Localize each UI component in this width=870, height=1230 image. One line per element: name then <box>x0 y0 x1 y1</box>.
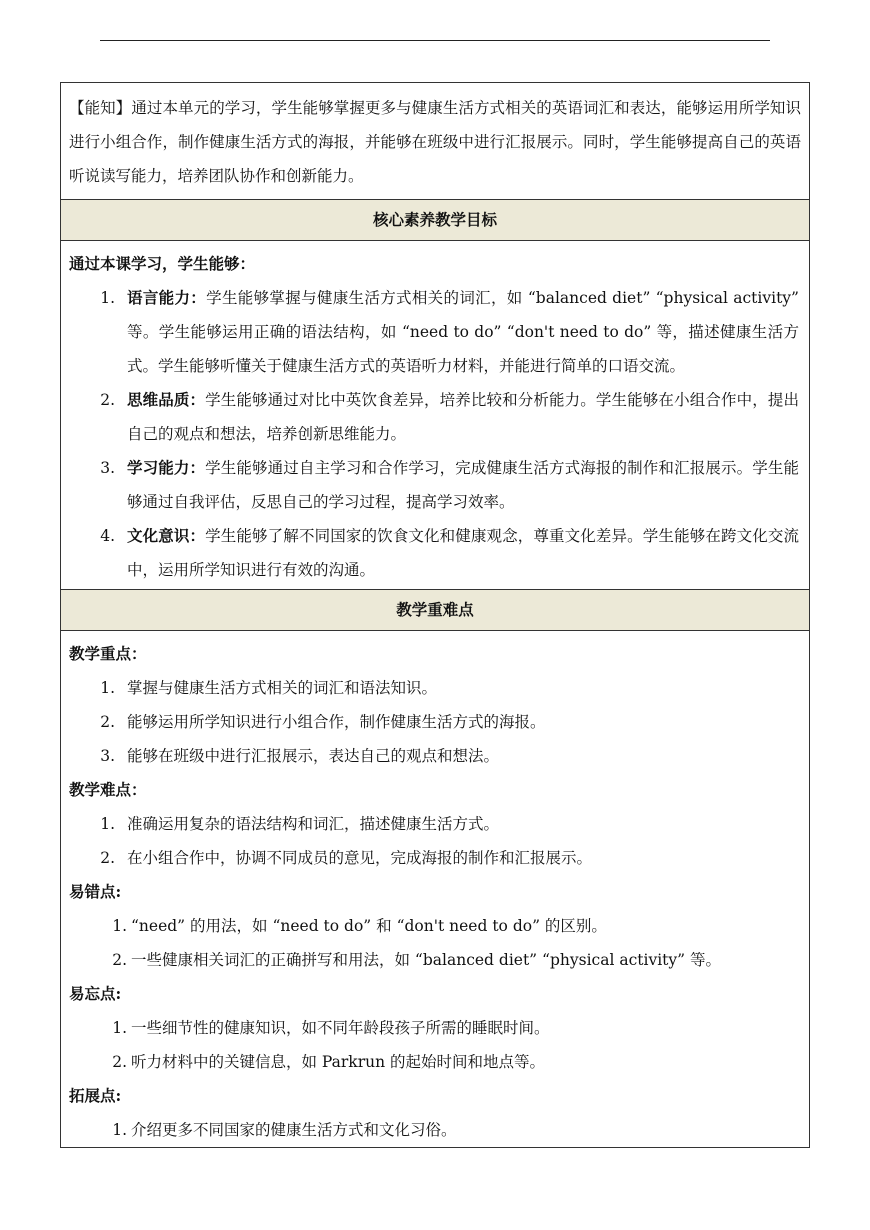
list-text: 介绍更多不同国家的健康生活方式和文化习俗。 <box>131 1121 457 1139</box>
forget-item <box>69 1011 801 1045</box>
list-number: 1. <box>100 815 115 833</box>
error-item <box>69 909 801 943</box>
list-text: 能够在班级中进行汇报展示，表达自己的观点和想法。 <box>127 747 500 765</box>
intro-label: 【能知】 <box>69 99 132 117</box>
core-item-title: 文化意识： <box>127 526 206 545</box>
list-number: 2. <box>112 951 127 969</box>
key-header: 教学重难点 <box>396 600 474 619</box>
core-item-4 <box>69 519 801 587</box>
extend-item <box>69 1113 801 1147</box>
core-item-3 <box>69 451 801 519</box>
intro-text: 通过本单元的学习，学生能够掌握更多与健康生活方式相关的英语词汇和表达，能够运用所学知识进行小组合作，制作健康生活方式的海报，并能够在班级中进行汇报展示。同时，学生能够提高自己的英语听说读写能力，培养团队协作和创新能力。 <box>69 99 801 185</box>
list-number: 1. <box>112 917 127 935</box>
core-header-cell <box>61 200 810 241</box>
core-item-text: 学生能够通过自主学习和合作学习，完成健康生活方式海报的制作和汇报展示。学生能够通过自我评估，反思自己的学习过程，提高学习效率。 <box>127 459 799 511</box>
key-body-row <box>61 631 810 1148</box>
core-item-title: 学习能力： <box>127 458 206 477</box>
list-number: 2. <box>112 1053 127 1071</box>
core-item-number: 4. <box>100 527 115 545</box>
list-text: 一些细节性的健康知识，如不同年龄段孩子所需的睡眠时间。 <box>131 1019 550 1037</box>
list-text: 掌握与健康生活方式相关的词汇和语法知识。 <box>127 679 438 697</box>
core-item-title: 思维品质： <box>127 390 206 409</box>
list-text: 听力材料中的关键信息，如 Parkrun 的起始时间和地点等。 <box>131 1053 546 1071</box>
list-text: 一些健康相关词汇的正确拼写和用法，如 “balanced diet” “physical activity” 等。 <box>131 951 721 969</box>
list-text: “need” 的用法，如 “need to do” 和 “don't need to do” 的区别。 <box>131 917 607 935</box>
key-body-cell <box>61 631 810 1148</box>
lesson-plan-table <box>60 82 810 1148</box>
core-item-2 <box>69 383 801 451</box>
intro-row <box>61 83 810 200</box>
list-number: 2. <box>100 713 115 731</box>
list-text: 在小组合作中，协调不同成员的意见，完成海报的制作和汇报展示。 <box>127 849 593 867</box>
focus-item <box>69 739 801 773</box>
difficulty-item <box>69 841 801 875</box>
list-number: 3. <box>100 747 115 765</box>
header-rule <box>100 40 770 41</box>
core-item-text: 学生能够通过对比中英饮食差异，培养比较和分析能力。学生能够在小组合作中，提出自己的观点和想法，培养创新思维能力。 <box>127 391 799 443</box>
difficulty-item <box>69 807 801 841</box>
core-item-1 <box>69 281 801 383</box>
forget-item <box>69 1045 801 1079</box>
error-title: 易错点: <box>69 882 122 901</box>
core-item-title: 语言能力： <box>127 288 207 307</box>
intro-cell <box>61 83 810 200</box>
list-number: 2. <box>100 849 115 867</box>
focus-title: 教学重点： <box>69 644 147 663</box>
core-body-row <box>61 241 810 590</box>
list-text: 准确运用复杂的语法结构和词汇，描述健康生活方式。 <box>127 815 500 833</box>
difficulty-title: 教学难点： <box>69 780 147 799</box>
focus-item <box>69 705 801 739</box>
core-item-text: 学生能够了解不同国家的饮食文化和健康观念，尊重文化差异。学生能够在跨文化交流中，运用所学知识进行有效的沟通。 <box>127 527 799 579</box>
core-lead: 通过本课学习，学生能够： <box>69 254 256 273</box>
list-number: 1. <box>112 1121 127 1139</box>
core-header-row <box>61 200 810 241</box>
core-item-number: 1. <box>100 289 115 307</box>
core-item-text: 学生能够掌握与健康生活方式相关的词汇，如 “balanced diet” “physical activity” 等。学生能够运用正确的语法结构，如 “need to do” “don't need to do” 等，描述健康生活方式。学生能够听懂关于健康生活方式的英语听力材料，并能进行简单的口语交流。 <box>127 289 799 375</box>
key-header-row <box>61 590 810 631</box>
error-item <box>69 943 801 977</box>
list-number: 1. <box>112 1019 127 1037</box>
core-header: 核心素养教学目标 <box>372 210 497 229</box>
core-body-cell <box>61 241 810 590</box>
core-item-number: 2. <box>100 391 115 409</box>
extend-title: 拓展点: <box>69 1086 122 1105</box>
focus-item <box>69 671 801 705</box>
list-number: 1. <box>100 679 115 697</box>
core-item-number: 3. <box>100 459 115 477</box>
intro-paragraph <box>69 91 801 193</box>
forget-title: 易忘点: <box>69 984 122 1003</box>
list-text: 能够运用所学知识进行小组合作，制作健康生活方式的海报。 <box>127 713 546 731</box>
key-header-cell <box>61 590 810 631</box>
